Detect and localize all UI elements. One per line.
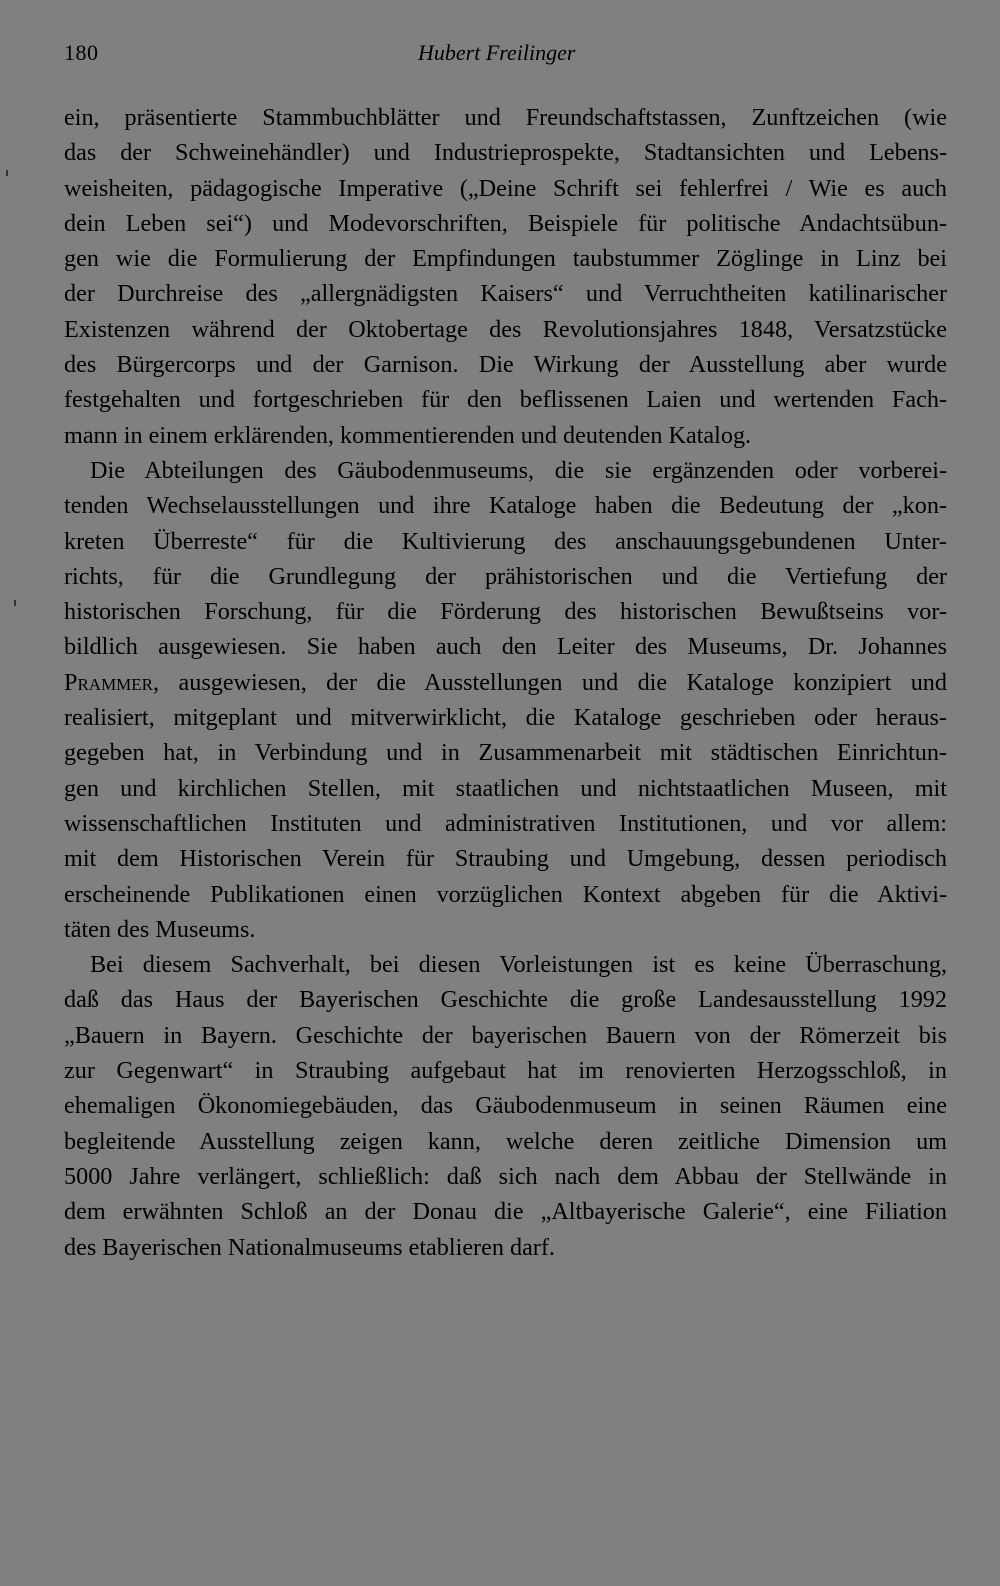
text-line: zur Gegenwart“ in Straubing aufgebaut hat im renovierten Herzogsschloß, in (64, 1057, 947, 1085)
text-line: das der Schweinehändler) und Industrieprospekte, Stadtansichten und Lebens- (64, 139, 947, 167)
running-head-author: Hubert Freilinger (418, 40, 576, 65)
text-line: daß das Haus der Bayerischen Geschichte die große Landesausstellung 1992 (64, 986, 947, 1014)
page-number: 180 (64, 40, 99, 65)
text-line: mann in einem erklärenden, kommentierenden und deutenden Katalog. (64, 421, 752, 449)
text-line: tenden Wechselausstellungen und ihre Kataloge haben die Bedeutung der „kon- (64, 492, 947, 520)
text-line: mit dem Historischen Verein für Straubing und Umgebung, dessen periodisch (64, 845, 947, 873)
text-line: Existenzen während der Oktobertage des Revolutionsjahres 1848, Versatzstücke (64, 315, 947, 343)
text-line: bildlich ausgewiesen. Sie haben auch den Leiter des Museums, Dr. Johannes (64, 633, 947, 661)
text-line: realisiert, mitgeplant und mitverwirklicht, die Kataloge geschrieben oder heraus- (64, 704, 947, 732)
text-line: erscheinende Publikationen einen vorzüglichen Kontext abgeben für die Aktivi- (64, 880, 947, 908)
text-line: täten des Museums. (64, 915, 256, 943)
author-name-prammer: Prammer (64, 668, 154, 696)
text-line: des Bürgercorps und der Garnison. Die Wirkung der Ausstellung aber wurde (64, 351, 947, 379)
text-line: wissenschaftlichen Instituten und administrativen Institutionen, und vor allem: (64, 809, 947, 837)
text-line-rest: , ausgewiesen, der die Ausstellungen und die Kataloge konzipiert und (153, 668, 947, 696)
page-header (64, 40, 947, 74)
text-line: Die Abteilungen des Gäubodenmuseums, die sie ergänzenden oder vorberei- (90, 456, 947, 484)
margin-speck (14, 600, 16, 606)
paragraph (64, 453, 947, 947)
margin-speck (6, 170, 8, 176)
text-line: begleitende Ausstellung zeigen kann, welche deren zeitliche Dimension um (64, 1127, 947, 1155)
paragraph (64, 100, 947, 453)
paragraph (64, 947, 947, 1265)
text-line: des Bayerischen Nationalmuseums etablieren darf. (64, 1233, 555, 1261)
text-line: gen wie die Formulierung der Empfindungen taubstummer Zöglinge in Linz bei (64, 245, 947, 273)
text-line: kreten Überreste“ für die Kultivierung des anschauungsgebundenen Unter- (64, 527, 947, 555)
text-line: gegeben hat, in Verbindung und in Zusammenarbeit mit städtischen Einrichtun- (64, 739, 947, 767)
text-line (64, 665, 947, 700)
text-line: dem erwähnten Schloß an der Donau die „Altbayerische Galerie“, eine Filiation (64, 1198, 947, 1226)
text-line: richts, für die Grundlegung der prähistorischen und die Vertiefung der (64, 562, 947, 590)
text-line: Bei diesem Sachverhalt, bei diesen Vorleistungen ist es keine Überraschung, (90, 951, 947, 979)
text-line: historischen Forschung, für die Förderung des historischen Bewußtseins vor- (64, 598, 947, 626)
text-line: 5000 Jahre verlängert, schließlich: daß sich nach dem Abbau der Stellwände in (64, 1162, 947, 1190)
text-line: festgehalten und fortgeschrieben für den beflissenen Laien und wertenden Fach- (64, 386, 947, 414)
text-line: „Bauern in Bayern. Geschichte der bayerischen Bauern von der Römerzeit bis (64, 1021, 947, 1049)
text-line: dein Leben sei“) und Modevorschriften, Beispiele für politische Andachtsübun- (64, 209, 947, 237)
text-line: der Durchreise des „allergnädigsten Kaisers“ und Verruchtheiten katilinarischer (64, 280, 947, 308)
text-line: ein, präsentierte Stammbuchblätter und Freundschaftstassen, Zunftzeichen (wie (64, 104, 947, 131)
text-line: gen und kirchlichen Stellen, mit staatlichen und nichtstaatlichen Museen, mit (64, 774, 947, 802)
body-text (64, 100, 947, 1265)
text-line: ehemaligen Ökonomiegebäuden, das Gäubodenmuseum in seinen Räumen eine (64, 1092, 947, 1120)
text-line: weisheiten, pädagogische Imperative („Deine Schrift sei fehlerfrei / Wie es auch (64, 174, 947, 202)
